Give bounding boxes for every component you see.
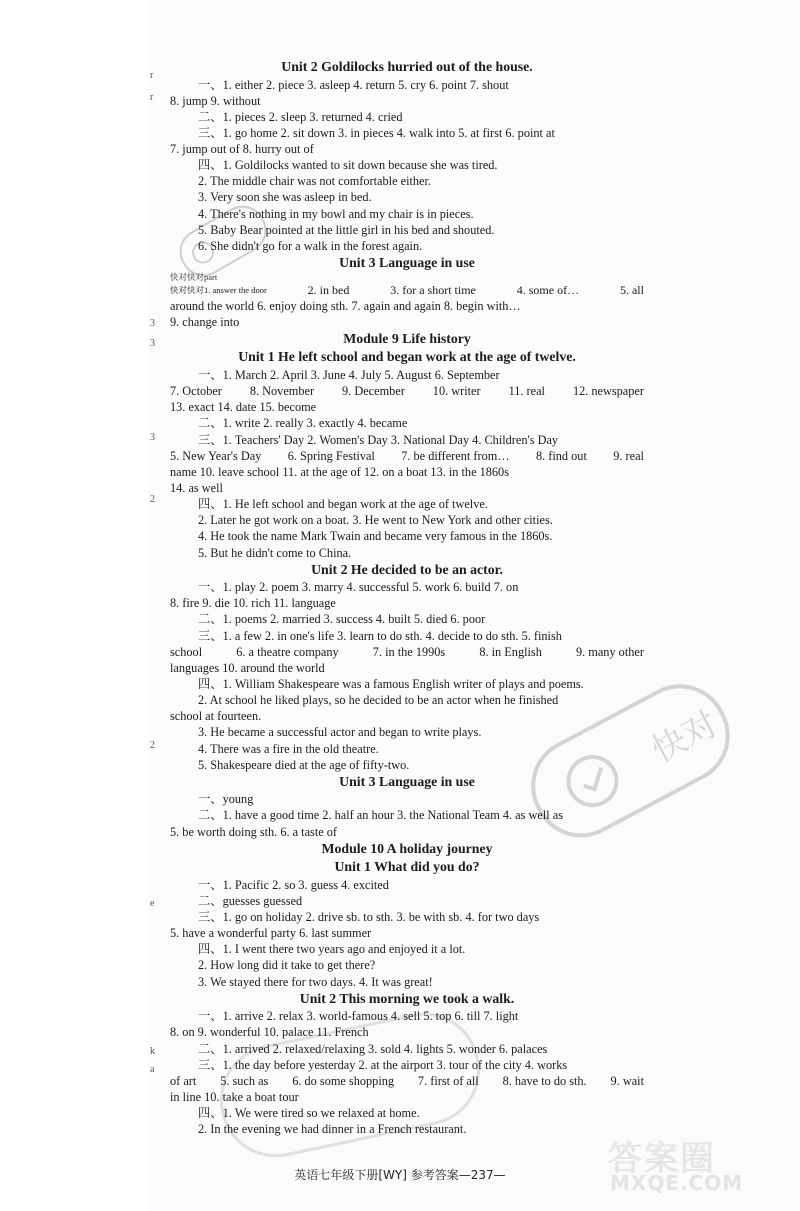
answer-line: name 10. leave school 11. at the age of 12. on a boat 13. in the 1860s xyxy=(170,464,509,479)
answer-line xyxy=(170,383,644,399)
answer-line: 二、1. pieces 2. sleep 3. returned 4. cried xyxy=(198,109,403,124)
answer-line: 3. We stayed there for two days. 4. It was great! xyxy=(198,974,433,989)
margin-mark: e xyxy=(150,898,155,909)
answer-line: 三、1. go on holiday 2. drive sb. to sth. 3. be with sb. 4. for two days xyxy=(198,910,540,925)
answer-line: 2. In the evening we had dinner in a French restaurant. xyxy=(198,1122,467,1137)
answer-item: 8. find out xyxy=(535,448,587,463)
answer-line: 2. The middle chair was not comfortable either. xyxy=(198,174,431,189)
answer-item: 8. have to do sth. xyxy=(502,1073,587,1088)
answer-item: 8. November xyxy=(249,384,315,399)
logo-main-text: 答案圈 xyxy=(608,1139,716,1179)
answer-line xyxy=(170,282,644,298)
answer-line: 13. exact 14. date 15. become xyxy=(170,400,317,415)
answer-line: 8. fire 9. die 10. rich 11. language xyxy=(170,596,336,611)
section-heading: Module 10 A holiday journey xyxy=(321,840,493,856)
answer-line: 5. Baby Bear pointed at the little girl in his bed and shouted. xyxy=(198,222,495,237)
answer-line: 5. be worth doing sth. 6. a taste of xyxy=(170,824,338,839)
answer-item: 12. newspaper xyxy=(572,384,644,399)
answer-key-text xyxy=(170,58,644,1137)
answer-line: 一、1. March 2. April 3. June 4. July 5. August 6. September xyxy=(198,367,500,382)
page-footer: 英语七年级下册[WY] 参考答案—237— xyxy=(294,1168,506,1182)
answer-line: 四、1. William Shakespeare was a famous English writer of plays and poems. xyxy=(198,677,584,691)
margin-mark: 3 xyxy=(150,318,155,329)
section-heading: Unit 2 This morning we took a walk. xyxy=(299,990,515,1006)
answer-line: 二、1. arrived 2. relaxed/relaxing 3. sold 4. lights 5. wonder 6. palaces xyxy=(198,1041,548,1056)
answer-line: 二、1. write 2. really 3. exactly 4. became xyxy=(198,416,408,431)
margin-mark: 2 xyxy=(150,740,155,751)
answer-line: 三、1. a few 2. in one's life 3. learn to do sth. 4. decide to do sth. 5. finish xyxy=(198,628,562,643)
site-logo xyxy=(608,1131,778,1197)
section-heading: Module 9 Life history xyxy=(343,330,471,346)
answer-line: 三、1. Teachers' Day 2. Women's Day 3. National Day 4. Children's Day xyxy=(198,432,559,447)
answer-line: 2. Later he got work on a boat. 3. He went to New York and other cities. xyxy=(198,513,553,528)
answer-item: 4. some of… xyxy=(516,282,580,297)
answer-item: 6. Spring Festival xyxy=(287,448,375,463)
answer-item: 7. first of all xyxy=(417,1073,479,1088)
section-heading: Unit 2 Goldilocks hurried out of the house. xyxy=(281,59,533,74)
answer-line xyxy=(170,1073,644,1089)
answer-line xyxy=(170,448,644,464)
answer-line: 一、1. play 2. poem 3. marry 4. successful 5. work 6. build 7. on xyxy=(198,580,519,595)
answer-line: 四、1. We were tired so we relaxed at home. xyxy=(198,1106,420,1121)
answer-item: school xyxy=(170,644,203,659)
margin-mark: r xyxy=(150,70,154,81)
answer-item: 11. real xyxy=(508,384,545,399)
answer-item: 5. such as xyxy=(220,1073,269,1088)
section-heading: Unit 3 Language in use xyxy=(339,255,475,271)
answer-line: 四、1. I went there two years ago and enjoyed it a lot. xyxy=(198,942,466,957)
answer-line: 一、1. Pacific 2. so 3. guess 4. excited xyxy=(198,877,389,892)
answer-line: around the world 6. enjoy doing sth. 7. again and again 8. begin with… xyxy=(170,298,521,313)
answer-line: 4. There's nothing in my bowl and my chair is in pieces. xyxy=(198,206,474,221)
answer-item: 2. in bed xyxy=(307,282,350,297)
answer-line: 二、1. have a good time 2. half an hour 3. the National Team 4. as well as xyxy=(198,808,563,823)
answer-line: 四、1. He left school and began work at the age of twelve. xyxy=(198,497,488,512)
answer-line: 一、1. arrive 2. relax 3. world-famous 4. sell 5. top 6. till 7. light xyxy=(198,1009,519,1024)
answer-item: 6. do some shopping xyxy=(292,1073,395,1088)
answer-line: 三、1. go home 2. sit down 3. in pieces 4. walk into 5. at first 6. point at xyxy=(198,125,555,140)
left-margin xyxy=(0,0,148,1211)
answer-item: 9. many other xyxy=(575,644,644,659)
watermark-text: 快对 xyxy=(645,703,725,772)
answer-item: 3. for a short time xyxy=(390,282,476,297)
answer-item: 快对快对1. answer the door xyxy=(170,284,267,295)
section-heading: Unit 1 What did you do? xyxy=(334,859,480,875)
answer-item: 5. all xyxy=(619,282,644,297)
answer-item: 9. wait xyxy=(610,1073,644,1088)
answer-line: 4. He took the name Mark Twain and became very famous in the 1860s. xyxy=(198,529,553,544)
answer-line: in line 10. take a boat tour xyxy=(170,1089,299,1104)
answer-line: 2. How long did it take to get there? xyxy=(198,958,376,973)
margin-mark: 2 xyxy=(150,494,155,505)
answer-item: 9. real xyxy=(613,448,644,463)
answer-line: 14. as well xyxy=(170,480,223,495)
margin-mark: 3 xyxy=(150,338,155,349)
logo-url-text: MXQE.COM xyxy=(610,1171,744,1195)
answer-line: 一、1. either 2. piece 3. asleep 4. return 5. cry 6. point 7. shout xyxy=(198,77,509,92)
margin-mark: 3 xyxy=(150,432,155,443)
answer-item: 8. in English xyxy=(479,644,542,659)
section-heading: Unit 2 He decided to be an actor. xyxy=(311,561,503,577)
margin-mark: a xyxy=(150,1064,155,1075)
answer-line: languages 10. around the world xyxy=(170,660,325,675)
answer-line: 一、young xyxy=(198,792,254,807)
answer-line: 3. He became a successful actor and began to write plays. xyxy=(198,725,482,740)
answer-line: 6. She didn't go for a walk in the forest again. xyxy=(198,238,423,253)
section-heading: Unit 1 He left school and began work at the age of twelve. xyxy=(238,349,576,365)
answer-item: 7. be different from… xyxy=(401,448,510,463)
margin-mark: k xyxy=(150,1046,155,1057)
answer-item: 6. a theatre company xyxy=(236,644,339,659)
answer-line: 二、guesses guessed xyxy=(198,893,303,908)
answer-item: 7. October xyxy=(170,384,222,399)
answer-line: 7. jump out of 8. hurry out of xyxy=(170,142,314,157)
section-heading: Unit 3 Language in use xyxy=(339,773,475,789)
answer-item: 7. in the 1990s xyxy=(372,644,446,659)
answer-line: 5. have a wonderful party 6. last summer xyxy=(170,926,372,941)
answer-item: 9. December xyxy=(342,384,405,399)
answer-item: 5. New Year's Day xyxy=(170,448,262,463)
answer-line: 8. jump 9. without xyxy=(170,93,261,108)
margin-mark: r xyxy=(150,92,154,103)
answer-line: 5. But he didn't come to China. xyxy=(198,545,352,560)
answer-item: 10. writer xyxy=(432,384,481,399)
answer-item: of art xyxy=(170,1073,197,1088)
answer-line: 3. Very soon she was asleep in bed. xyxy=(198,190,372,205)
watermark-note-line: 快对快对part xyxy=(170,271,218,282)
answer-line xyxy=(170,644,644,660)
answer-line: school at fourteen. xyxy=(170,709,262,724)
answer-line: 四、1. Goldilocks wanted to sit down because she was tired. xyxy=(198,158,498,173)
answer-line: 二、1. poems 2. married 3. success 4. built 5. died 6. poor xyxy=(198,612,486,627)
answer-line: 8. on 9. wonderful 10. palace 11. French xyxy=(170,1025,369,1040)
answer-line: 三、1. the day before yesterday 2. at the airport 3. tour of the city 4. works xyxy=(198,1057,568,1072)
answer-line: 9. change into xyxy=(170,314,240,329)
answer-line: 4. There was a fire in the old theatre. xyxy=(198,741,379,756)
answer-line: 2. At school he liked plays, so he decided to be an actor when he finished xyxy=(198,693,559,708)
answer-line: 5. Shakespeare died at the age of fifty-two. xyxy=(198,757,410,772)
